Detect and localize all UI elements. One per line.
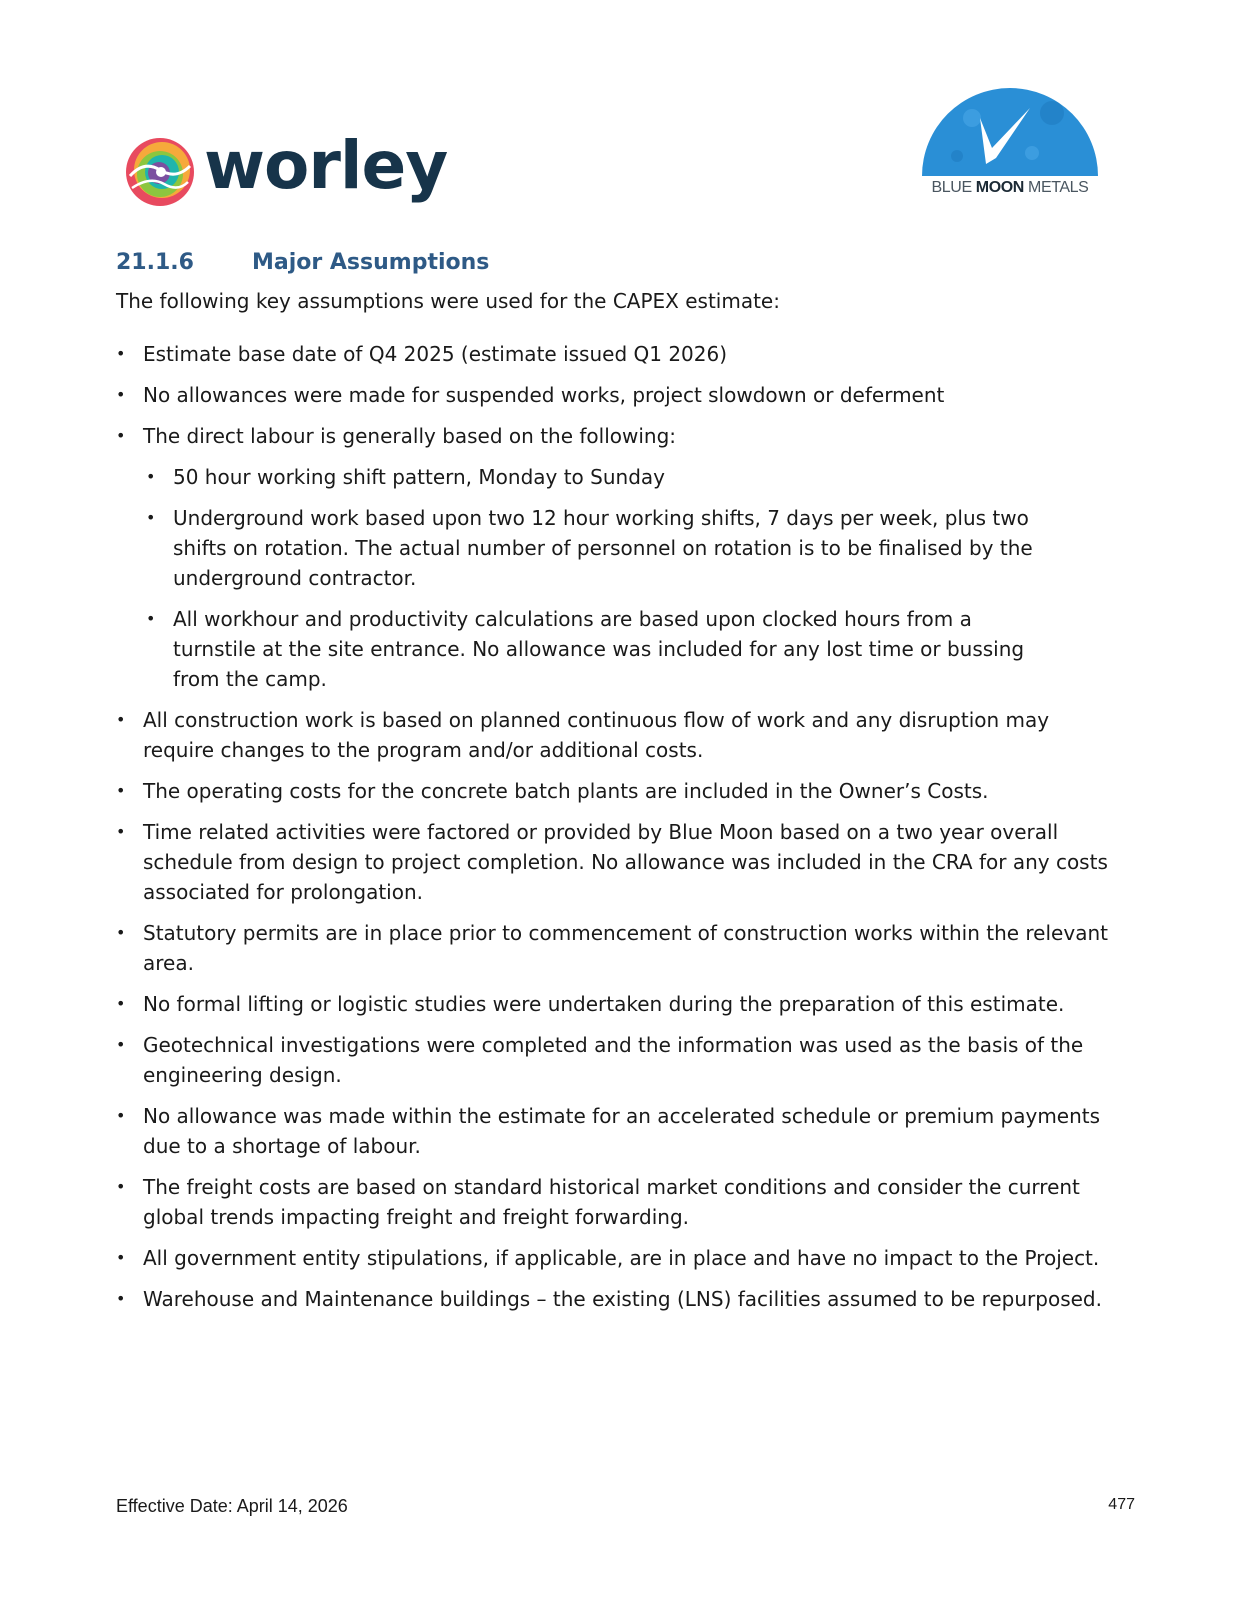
- list-item: • No allowance was made within the estimate for an accelerated schedule or premium payments due to a shortage of labour.: [116, 1101, 1126, 1161]
- section-title: Major Assumptions: [252, 250, 490, 275]
- worley-logo: [124, 127, 448, 208]
- moon-icon: [912, 78, 1108, 178]
- sub-list-item: • 50 hour working shift pattern, Monday to Sunday: [146, 462, 1043, 492]
- footer-page-number: 477: [1108, 1496, 1135, 1513]
- list-item: • The freight costs are based on standard historical market conditions and consider the current global trends impacting freight and freight forwarding.: [116, 1172, 1126, 1232]
- footer-effective-date: Effective Date: April 14, 2026: [116, 1496, 348, 1516]
- list-item: • No allowances were made for suspended works, project slowdown or deferment: [116, 380, 1126, 410]
- list-item: • No formal lifting or logistic studies were undertaken during the preparation of this estimate.: [116, 989, 1126, 1019]
- blue-moon-metals-logo: [912, 78, 1108, 202]
- section-number: 21.1.6: [116, 250, 194, 275]
- list-item: • Statutory permits are in place prior to commencement of construction works within the relevant area.: [116, 918, 1126, 978]
- list-item: • All government entity stipulations, if applicable, are in place and have no impact to the Project.: [116, 1243, 1126, 1273]
- worley-logo-text: worley: [204, 127, 448, 204]
- list-item: • Geotechnical investigations were completed and the information was used as the basis of the engineering design.: [116, 1030, 1126, 1090]
- sub-list-item: • Underground work based upon two 12 hour working shifts, 7 days per week, plus two shifts on rotation. The actual number of personnel on rotation is to be finalised by the underground contractor.: [146, 503, 1043, 593]
- blue-moon-metals-logo-text: BLUE MOON METALS: [931, 179, 1089, 196]
- list-item: • Warehouse and Maintenance buildings – the existing (LNS) facilities assumed to be repurposed.: [116, 1284, 1126, 1314]
- section-heading: [116, 250, 489, 275]
- list-item: • Estimate base date of Q4 2025 (estimate issued Q1 2026): [116, 339, 1126, 369]
- assumptions-list: [116, 339, 1126, 1325]
- list-item: • The direct labour is generally based on the following:: [116, 421, 1126, 451]
- list-item: • The operating costs for the concrete batch plants are included in the Owner’s Costs.: [116, 776, 1126, 806]
- section-intro: The following key assumptions were used for the CAPEX estimate:: [116, 289, 780, 313]
- sub-list-item: • All workhour and productivity calculations are based upon clocked hours from a turnstile at the site entrance. No allowance was included for any lost time or bussing from the camp.: [146, 604, 1043, 694]
- worley-swirl-icon: [124, 136, 196, 208]
- list-item: • All construction work is based on planned continuous flow of work and any disruption may require changes to the program and/or additional costs.: [116, 705, 1126, 765]
- list-item: • Time related activities were factored or provided by Blue Moon based on a two year overall schedule from design to project completion. No allowance was included in the CRA for any costs associated for prolongation.: [116, 817, 1126, 907]
